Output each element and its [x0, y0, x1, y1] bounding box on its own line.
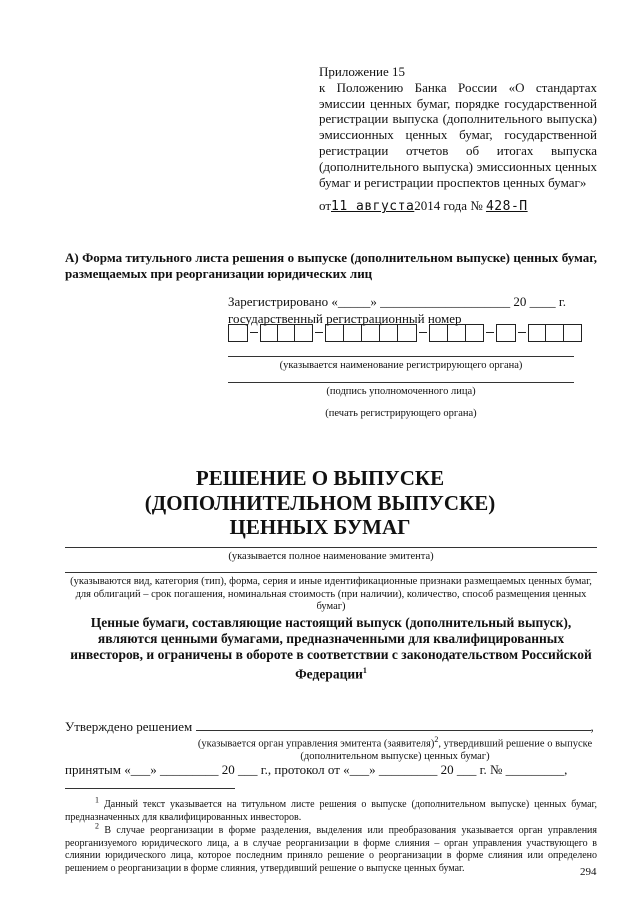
qualified-investors-notice: Ценные бумаги, составляющие настоящий выпуск (дополнительный выпуск), являются ценными бумагами, предназначенными для квалифицированных инвесторов, и ограничены в обороте в соответствии с законодательством Российской Федерации$^1$ [70, 615, 592, 682]
caption-registering-organ: (указывается наименование регистрирующего органа) [279, 360, 523, 371]
section-a-heading: А) Форма титульного листа решения о выпуске (дополнительном выпуске) ценных бумаг, размещаемых при реорганизации юридических лиц [65, 250, 597, 281]
caption-securities: (указываются вид, категория (тип), форма, серия и иные идентификационные признаки размещаемых ценных бумаг, для облигаций – срок погашения, номинальная стоимость (при наличии), количество, способ размещения ценных бумаг) [70, 576, 592, 612]
document-title: РЕШЕНИЕ О ВЫПУСКЕ (ДОПОЛНИТЕЛЬНОМ ВЫПУСКЕ) ЦЕННЫХ БУМАГ [144, 466, 496, 539]
registered-line: Зарегистрировано «_____» ____________________ 20 ____ г. [228, 294, 566, 309]
appendix-block [319, 64, 597, 190]
handwritten-date: 11 августа [331, 199, 415, 214]
appendix-date: от11 августа2014 года № 428-П [319, 198, 528, 214]
state-number-label: государственный регистрационный номер [228, 311, 462, 326]
appendix-reference: к Положению Банка России «О стандартах эмиссии ценных бумаг, порядке государственной регистрации выпуска (дополнительного выпуска) эмиссионных ценных бумаг, государственной регистрации отчетов об итогах выпуска (дополнительного выпуска) эмиссионных ценных бумаг и регистрации проспектов ценных бумаг» [319, 79, 597, 190]
caption-approving-organ: (указывается орган управления эмитента (заявителя)$^2$, утвердивший решение о выпуске (дополнительном выпуске) ценных бумаг) [197, 735, 593, 762]
approved-block: Утверждено решением , [65, 719, 594, 734]
caption-signature: (подпись уполномоченного лица) [326, 386, 476, 397]
adopted-line: принятым «___» _________ 20 ___ г., протокол от «___» _________ 20 ___ г. № _________, [65, 762, 568, 777]
footnote-2: $^2$ В случае реорганизации в форме разделения, выделения или преобразования указывается орган управления реорганизуемого юридического лица, а в случае реорганизации в форме слияния – орган управления участвующего в слиянии юридического лица, которое последним приняло решение о реорганизации в форме слияния или определено решением о реорганизации в форме слияния, утвердивший решение о выпуске ценных бумаг. [65, 822, 597, 874]
approved-label: Утверждено решением [65, 719, 193, 734]
handwritten-number: 428-П [485, 199, 528, 214]
registration-block [228, 294, 588, 327]
footnote-1: $^1$ Данный текст указывается на титульном листе решения о выпуске (дополнительном выпуске) ценных бумаг, предназначенных для квалифицированных инвесторов. [65, 796, 598, 823]
caption-issuer: (указывается полное наименование эмитента) [228, 551, 434, 562]
caption-stamp: (печать регистрирующего органа) [325, 408, 477, 419]
appendix-title: Приложение 15 [319, 64, 406, 79]
page-number: 294 [580, 866, 597, 878]
